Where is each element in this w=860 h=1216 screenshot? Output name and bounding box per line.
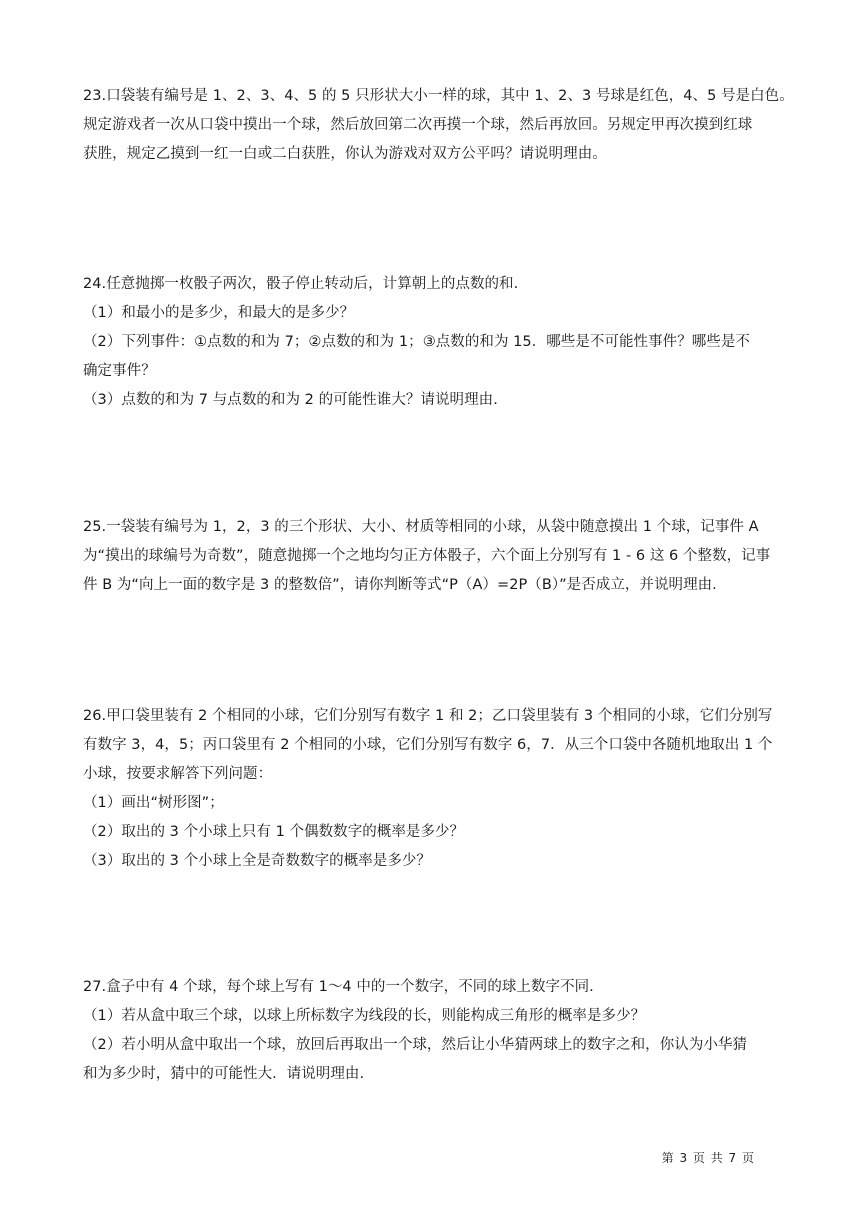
problem-23-line-2: 规定游戏者一次从口袋中摸出一个球，然后放回第二次再摸一个球，然后再放回。另规定甲再次摸到红球: [83, 117, 753, 133]
problem-24-line-2: （1）和最小的是多少，和最大的是多少？: [83, 305, 355, 321]
problem-23-line-1: 23.口袋装有编号是 1、2、3、4、5 的 5 只形状大小一样的球，其中 1、2、3 号球是红色，4、5 号是白色。: [83, 88, 794, 104]
problem-26-line-3: 小球，按要求解答下列问题：: [83, 766, 273, 782]
problem-24-line-4: 确定事件？: [83, 363, 156, 379]
problem-24: [83, 270, 783, 415]
problem-24-line-1: 24.任意抛掷一枚骰子两次，骰子停止转动后，计算朝上的点数的和.: [83, 276, 519, 292]
problem-27-line-1: 27.盒子中有 4 个球，每个球上写有 1～4 中的一个数字，不同的球上数字不同.: [83, 979, 594, 995]
problem-25-line-3: 件 B 为“向上一面的数字是 3 的整数倍”，请你判断等式“P（A）=2P（B）”是否成立，并说明理由.: [83, 577, 717, 593]
problem-23: [83, 82, 794, 169]
page-number: 第 3 页 共 7 页: [661, 1151, 755, 1165]
problem-26-line-2: 有数字 3，4，5；丙口袋里有 2 个相同的小球，它们分别写有数字 6，7．从三个口袋中各随机地取出 1 个: [83, 737, 773, 753]
problem-25-line-1: 25.一袋装有编号为 1，2，3 的三个形状、大小、材质等相同的小球，从袋中随意摸出 1 个球，记事件 A: [83, 519, 759, 535]
problem-27: [83, 973, 783, 1089]
problem-24-line-5: （3）点数的和为 7 与点数的和为 2 的可能性谁大？请说明理由.: [83, 392, 498, 408]
problem-26-line-6: （3）取出的 3 个小球上全是奇数数字的概率是多少？: [83, 853, 431, 869]
problem-26-line-5: （2）取出的 3 个小球上只有 1 个偶数数字的概率是多少？: [83, 824, 465, 840]
problem-27-line-2: （1）若从盒中取三个球，以球上所标数字为线段的长，则能构成三角形的概率是多少？: [83, 1008, 646, 1024]
problem-25: [83, 513, 783, 600]
problem-26-line-4: （1）画出“树形图”；: [83, 795, 224, 811]
problem-26-line-1: 26.甲口袋里装有 2 个相同的小球，它们分别写有数字 1 和 2；乙口袋里装有 3 个相同的小球，它们分别写: [83, 708, 773, 724]
problem-26: [83, 702, 783, 876]
problem-24-line-3: （2）下列事件：①点数的和为 7；②点数的和为 1；③点数的和为 15．哪些是不可能性事件？哪些是不: [83, 334, 750, 350]
problem-25-line-2: 为“摸出的球编号为奇数”，随意抛掷一个之地均匀正方体骰子，六个面上分别写有 1 - 6 这 6 个整数，记事: [83, 548, 771, 564]
problem-27-line-4: 和为多少时，猜中的可能性大．请说明理由.: [83, 1066, 365, 1082]
problem-27-line-3: （2）若小明从盒中取出一个球，放回后再取出一个球，然后让小华猜两球上的数字之和，你认为小华猜: [83, 1037, 748, 1053]
problem-23-line-3: 获胜，规定乙摸到一红一白或二白获胜，你认为游戏对双方公平吗？请说明理由。: [83, 146, 607, 162]
